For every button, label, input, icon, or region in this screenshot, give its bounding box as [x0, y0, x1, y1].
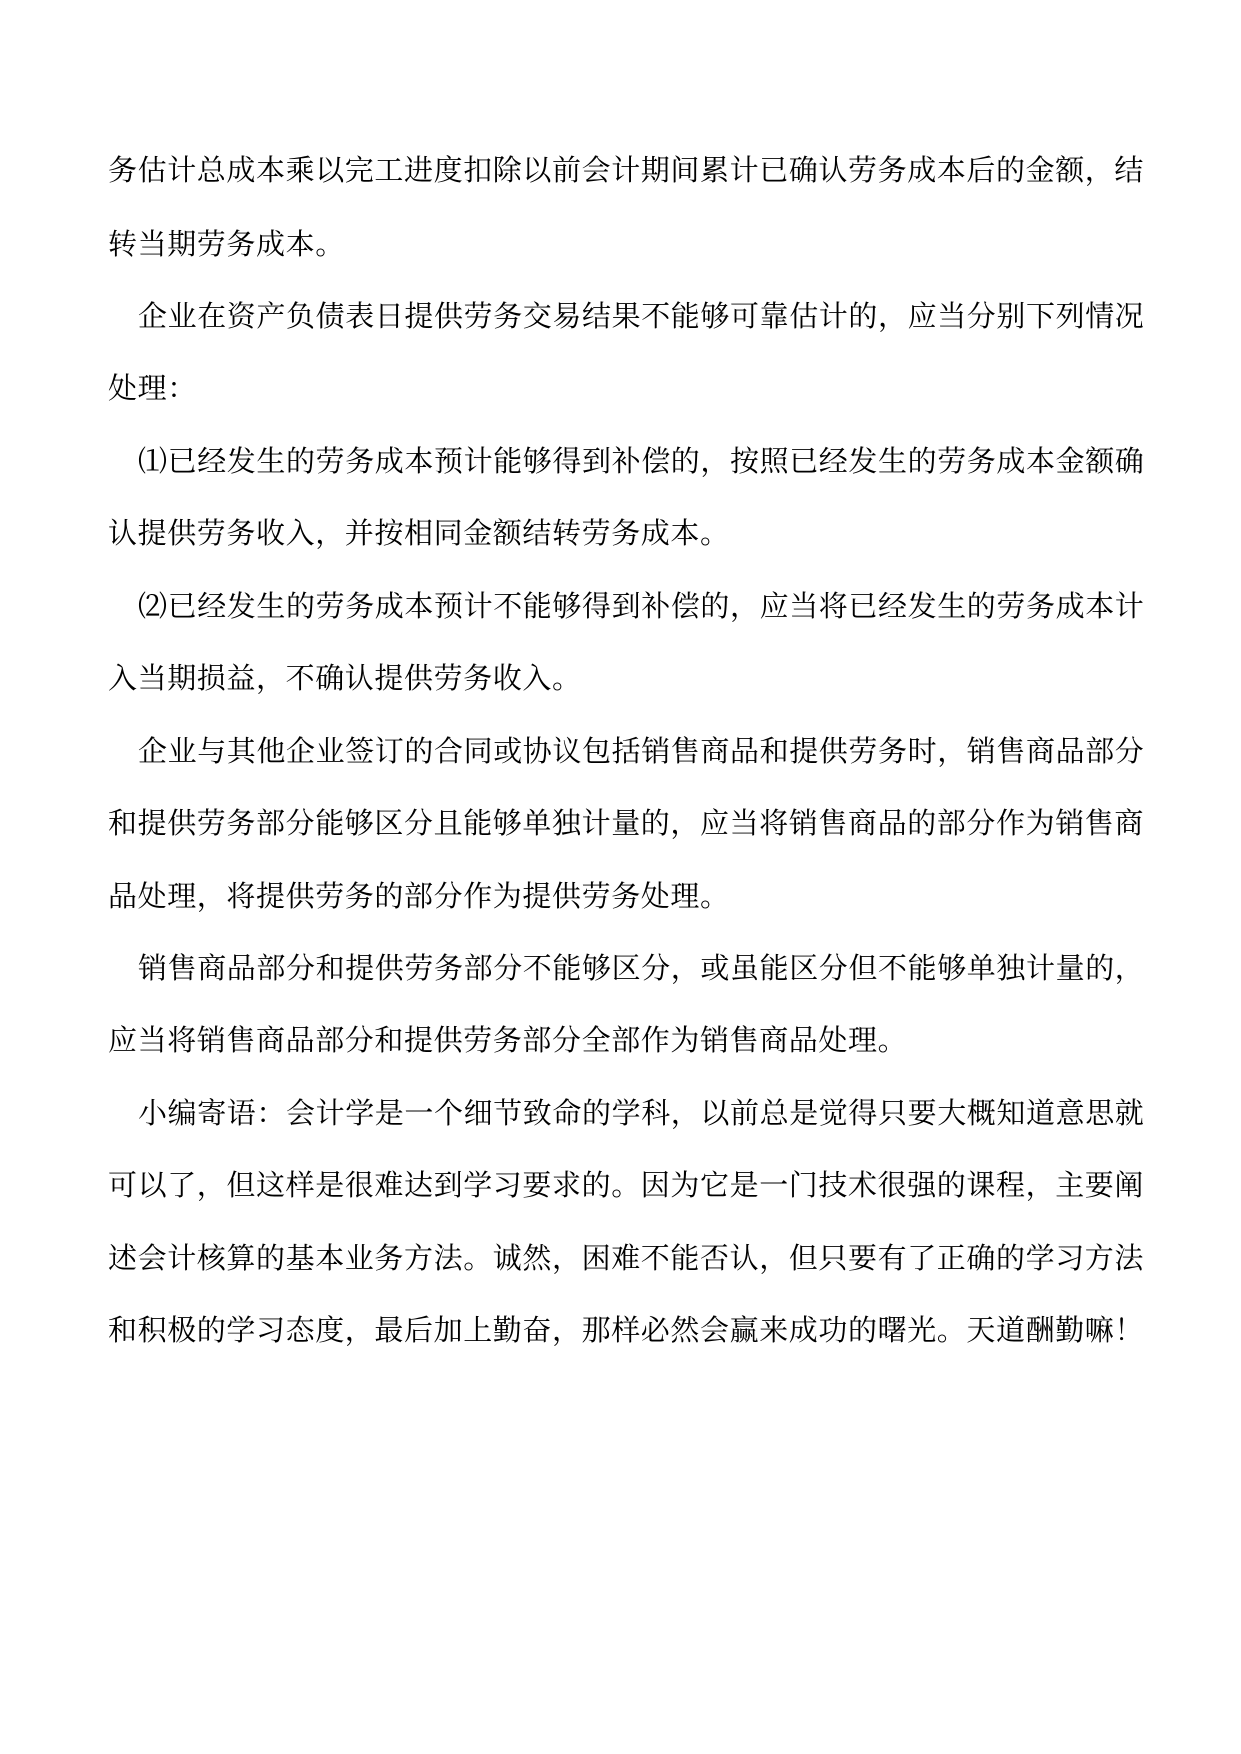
text-line: 和提供劳务部分能够区分且能够单独计量的，应当将销售商品的部分作为销售商: [108, 806, 1145, 840]
paragraph-start-line: 企业在资产负债表日提供劳务交易结果不能够可靠估计的，应当分别下列情况: [138, 299, 1145, 333]
text-line: 可以了，但这样是很难达到学习要求的。因为它是一门技术很强的课程，主要阐: [108, 1168, 1145, 1202]
text-line: 品处理，将提供劳务的部分作为提供劳务处理。: [108, 879, 730, 913]
text-line: 应当将销售商品部分和提供劳务部分全部作为销售商品处理。: [108, 1023, 908, 1057]
text-line: 认提供劳务收入，并按相同金额结转劳务成本。: [108, 516, 730, 550]
paragraph-start-line: 小编寄语：会计学是一个细节致命的学科，以前总是觉得只要大概知道意思就: [138, 1096, 1145, 1130]
text-line: 入当期损益，不确认提供劳务收入。: [108, 661, 582, 695]
text-line: 和积极的学习态度，最后加上勤奋，那样必然会赢来成功的曙光。天道酬勤嘛！: [108, 1313, 1145, 1347]
text-line: 述会计核算的基本业务方法。诚然，困难不能否认，但只要有了正确的学习方法: [108, 1241, 1145, 1275]
text-line: 转当期劳务成本。: [108, 227, 345, 261]
paragraph-start-line: 销售商品部分和提供劳务部分不能够区分，或虽能区分但不能够单独计量的，: [138, 951, 1145, 985]
paragraph-start-line: 企业与其他企业签订的合同或协议包括销售商品和提供劳务时，销售商品部分: [138, 734, 1145, 768]
text-line: 处理：: [108, 371, 197, 405]
text-line: 务估计总成本乘以完工进度扣除以前会计期间累计已确认劳务成本后的金额，结: [108, 153, 1145, 187]
list-item-line: ⑴已经发生的劳务成本预计能够得到补偿的，按照已经发生的劳务成本金额确: [138, 444, 1145, 478]
list-item-line: ⑵已经发生的劳务成本预计不能够得到补偿的，应当将已经发生的劳务成本计: [138, 589, 1145, 623]
